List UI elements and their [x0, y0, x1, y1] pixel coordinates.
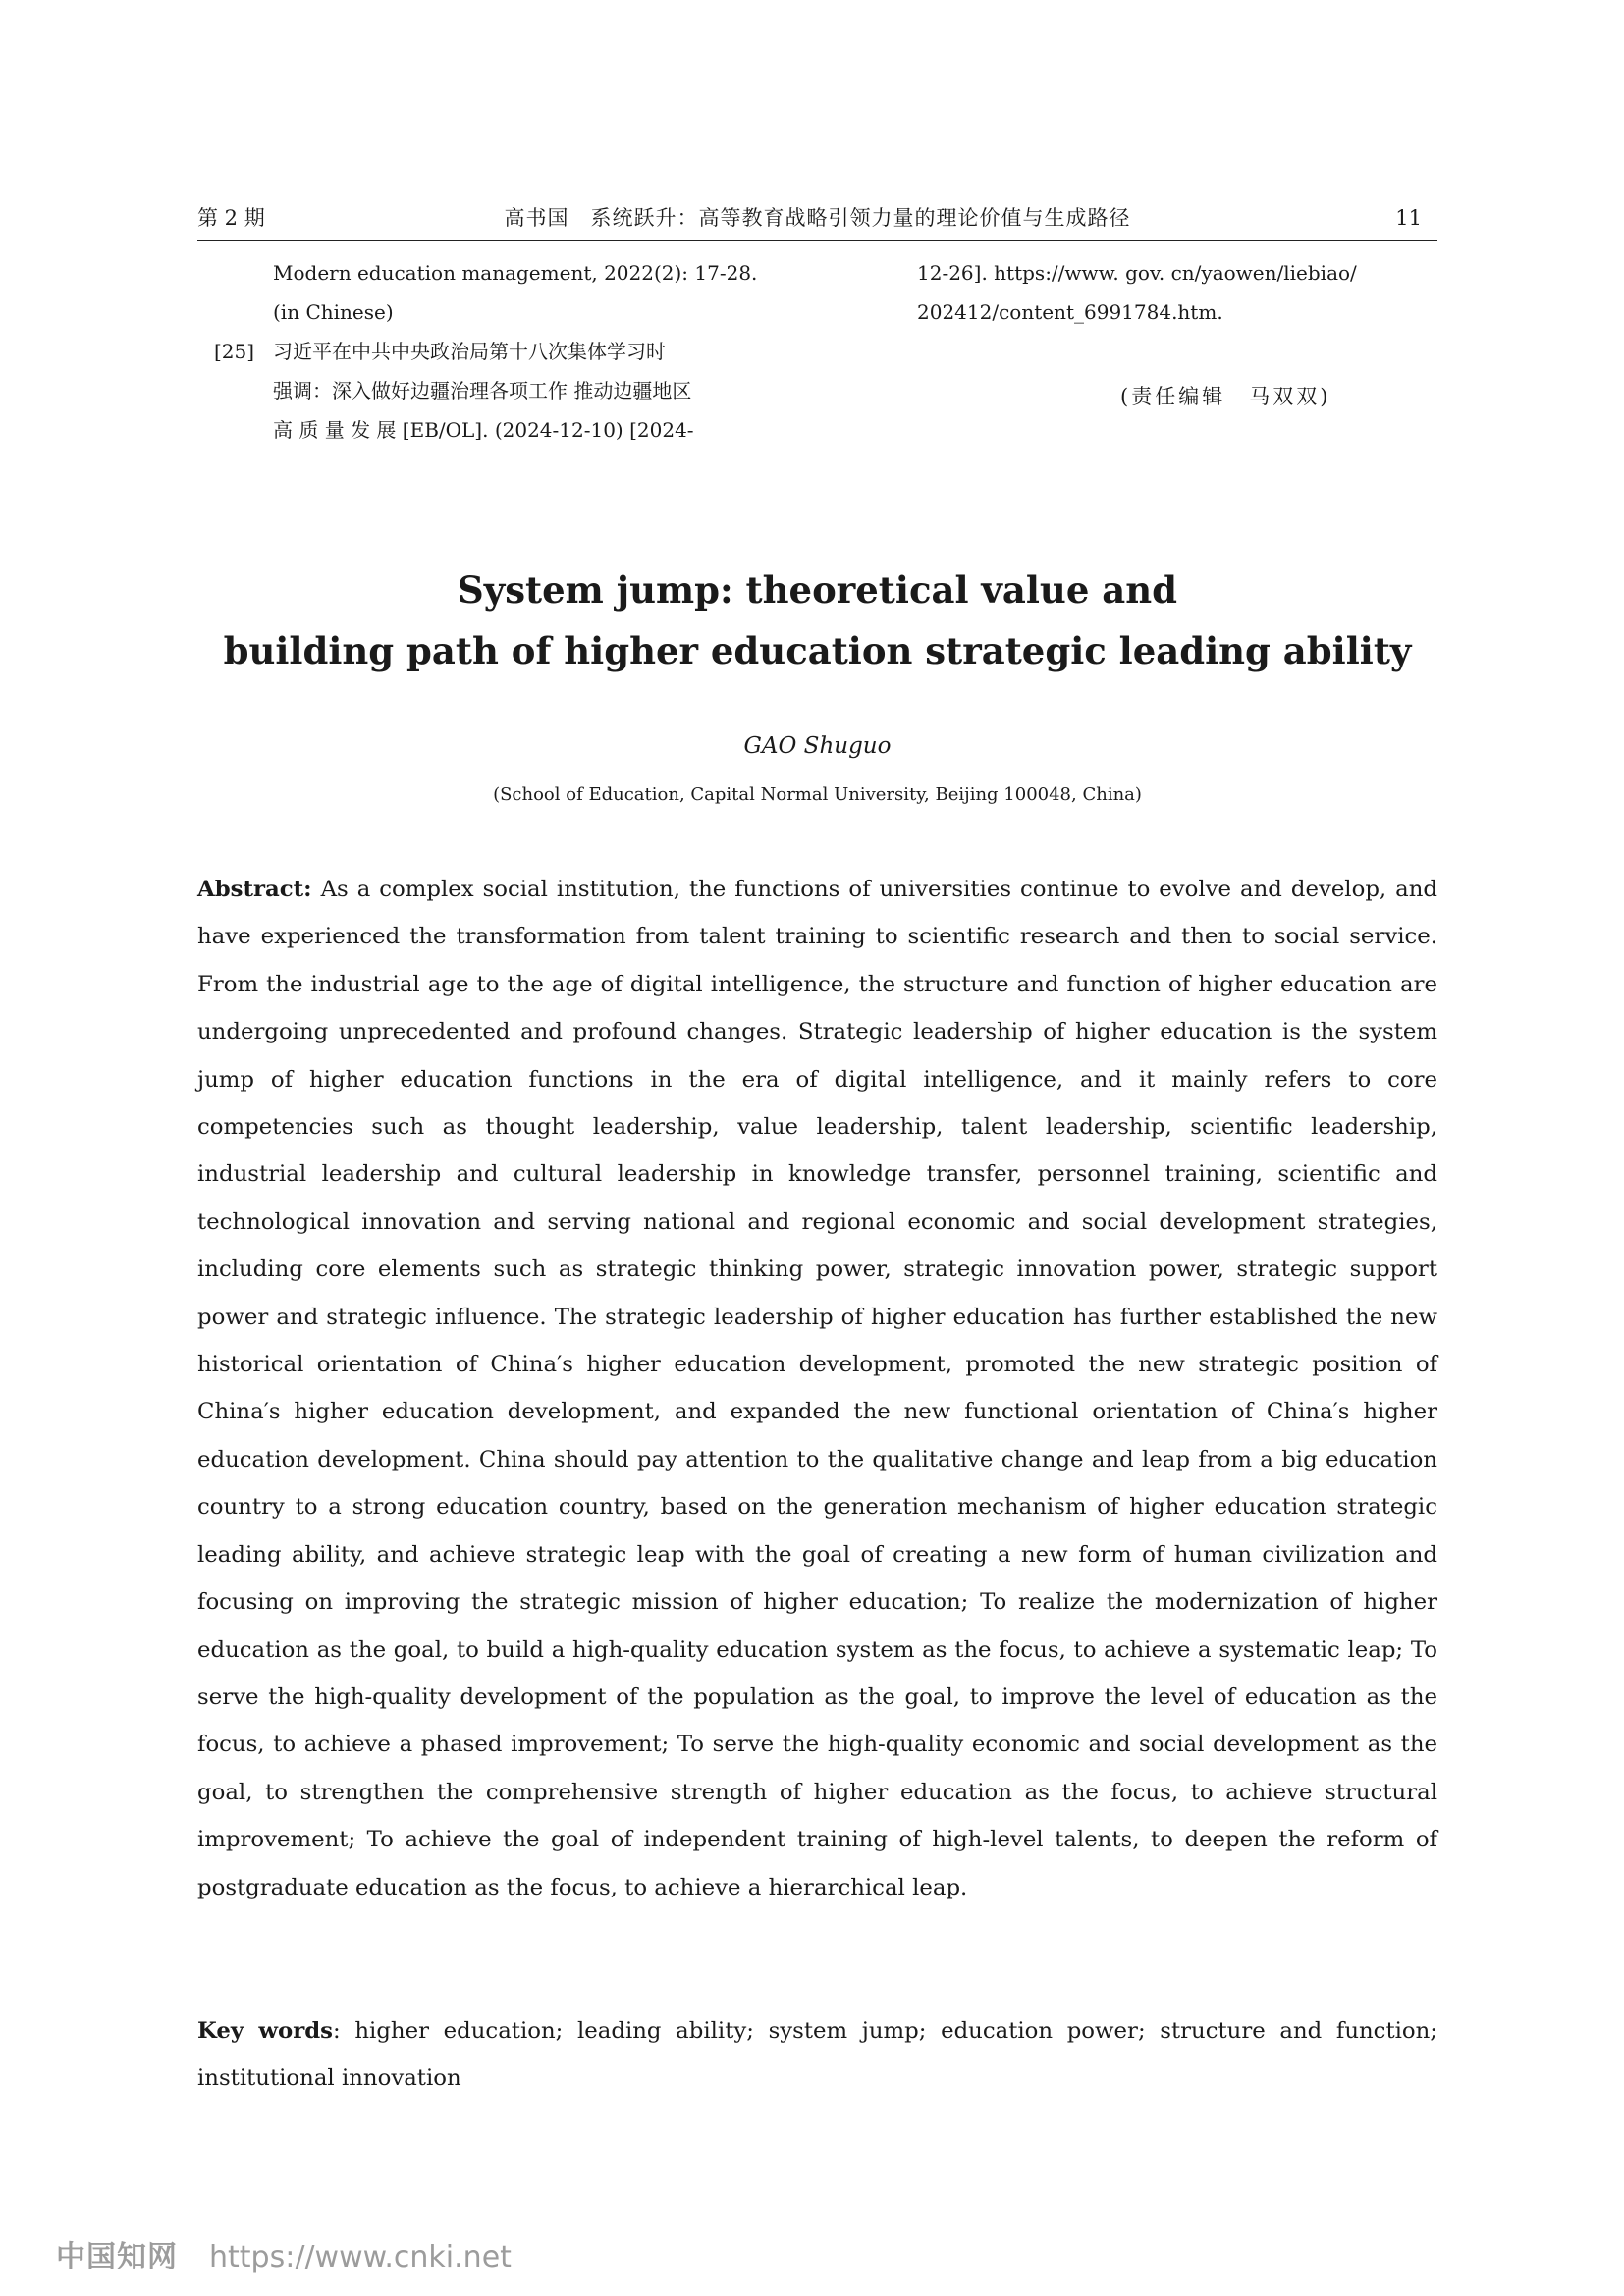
issue-label: 第 2 期 [197, 206, 265, 230]
reference-text: 12-26]. https://www. gov. cn/yaowen/liebiao/ [917, 261, 1357, 285]
reference-text: 202412/content_6991784.htm. [917, 300, 1223, 324]
paper-title [197, 560, 1437, 681]
responsible-editor: (责任编辑 马双双) [1120, 385, 1331, 408]
keywords [197, 2007, 1437, 2103]
author-affiliation: (School of Education, Capital Normal University, Beijing 100048, China) [493, 784, 1142, 805]
reference-text: 习近平在中共中央政治局第十八次集体学习时 [273, 340, 666, 363]
cnki-logo: 中国知网 [56, 2240, 178, 2274]
title-line-2: building path of higher education strategic leading ability [223, 629, 1412, 672]
cnki-url: https://www.cnki.net [209, 2240, 512, 2274]
references-right-column [917, 253, 1437, 332]
cnki-watermark [56, 2232, 512, 2275]
reference-text: Modern education management, 2022(2): 17-28. [273, 261, 758, 285]
header-rule [197, 240, 1437, 241]
running-title: 高书国 系统跃升：高等教育战略引领力量的理论价值与生成路径 [504, 206, 1131, 230]
author-name: GAO Shuguo [743, 733, 892, 759]
abstract-text: As a complex social institution, the functions of universities continue to evolve and develop, and have experienced the transformation from talent training to scientific research and then to social service. From the industrial age to the age of digital intelligence, the structure and function of higher education are undergoing unprecedented and profound changes. Strategic leadership of higher education is the system jump of higher education functions in the era of digital intelligence, and it mainly refers to core competencies such as thought leadership, value leadership, talent leadership, scientific leadership, industrial leadership and cultural leadership in knowledge transfer, personnel training, scientific and technological innovation and serving national and regional economic and social development strategies, including core elements such as strategic thinking power, strategic innovation power, strategic support power and strategic influence. The strategic leadership of higher education has further established the new historical orientation of China′s higher education development, promoted the new strategic position of China′s higher education development, and expanded the new functional orientation of China′s higher education development. China should pay attention to the qualitative change and leap from a big education country to a strong education country, based on the generation mechanism of higher education strategic leading ability, and achieve strategic leap with the goal of creating a new form of human civilization and focusing on improving the strategic mission of higher education; To realize the modernization of higher education as the goal, to build a high-quality education system as the focus, to achieve a systematic leap; To serve the high-quality development of the population as the goal, to improve the level of education as the focus, to achieve a phased improvement; To serve the high-quality economic and social development as the goal, to strengthen the comprehensive strength of higher education as the focus, to achieve structural improvement; To achieve the goal of independent training of high-level talents, to deepen the reform of postgraduate education as the focus, to achieve a hierarchical leap. [197, 877, 1437, 1900]
keywords-text: : higher education; leading ability; system jump; education power; structure and function; institutional innovation [197, 2018, 1437, 2092]
references-left-column [214, 253, 793, 450]
reference-25 [214, 332, 793, 371]
reference-text: 高 质 量 发 展 [EB/OL]. (2024-12-10) [2024- [273, 418, 694, 442]
reference-text: 强调：深入做好边疆治理各项工作 推动边疆地区 [273, 379, 692, 402]
running-header [197, 200, 1437, 236]
reference-text: (in Chinese) [273, 300, 394, 324]
title-line-1: System jump: theoretical value and [458, 568, 1177, 612]
keywords-label: Key words [197, 2018, 334, 2044]
abstract [197, 866, 1437, 1911]
abstract-label: Abstract: [197, 877, 312, 902]
reference-number: [25] [214, 340, 255, 363]
page-number: 11 [1395, 206, 1422, 230]
